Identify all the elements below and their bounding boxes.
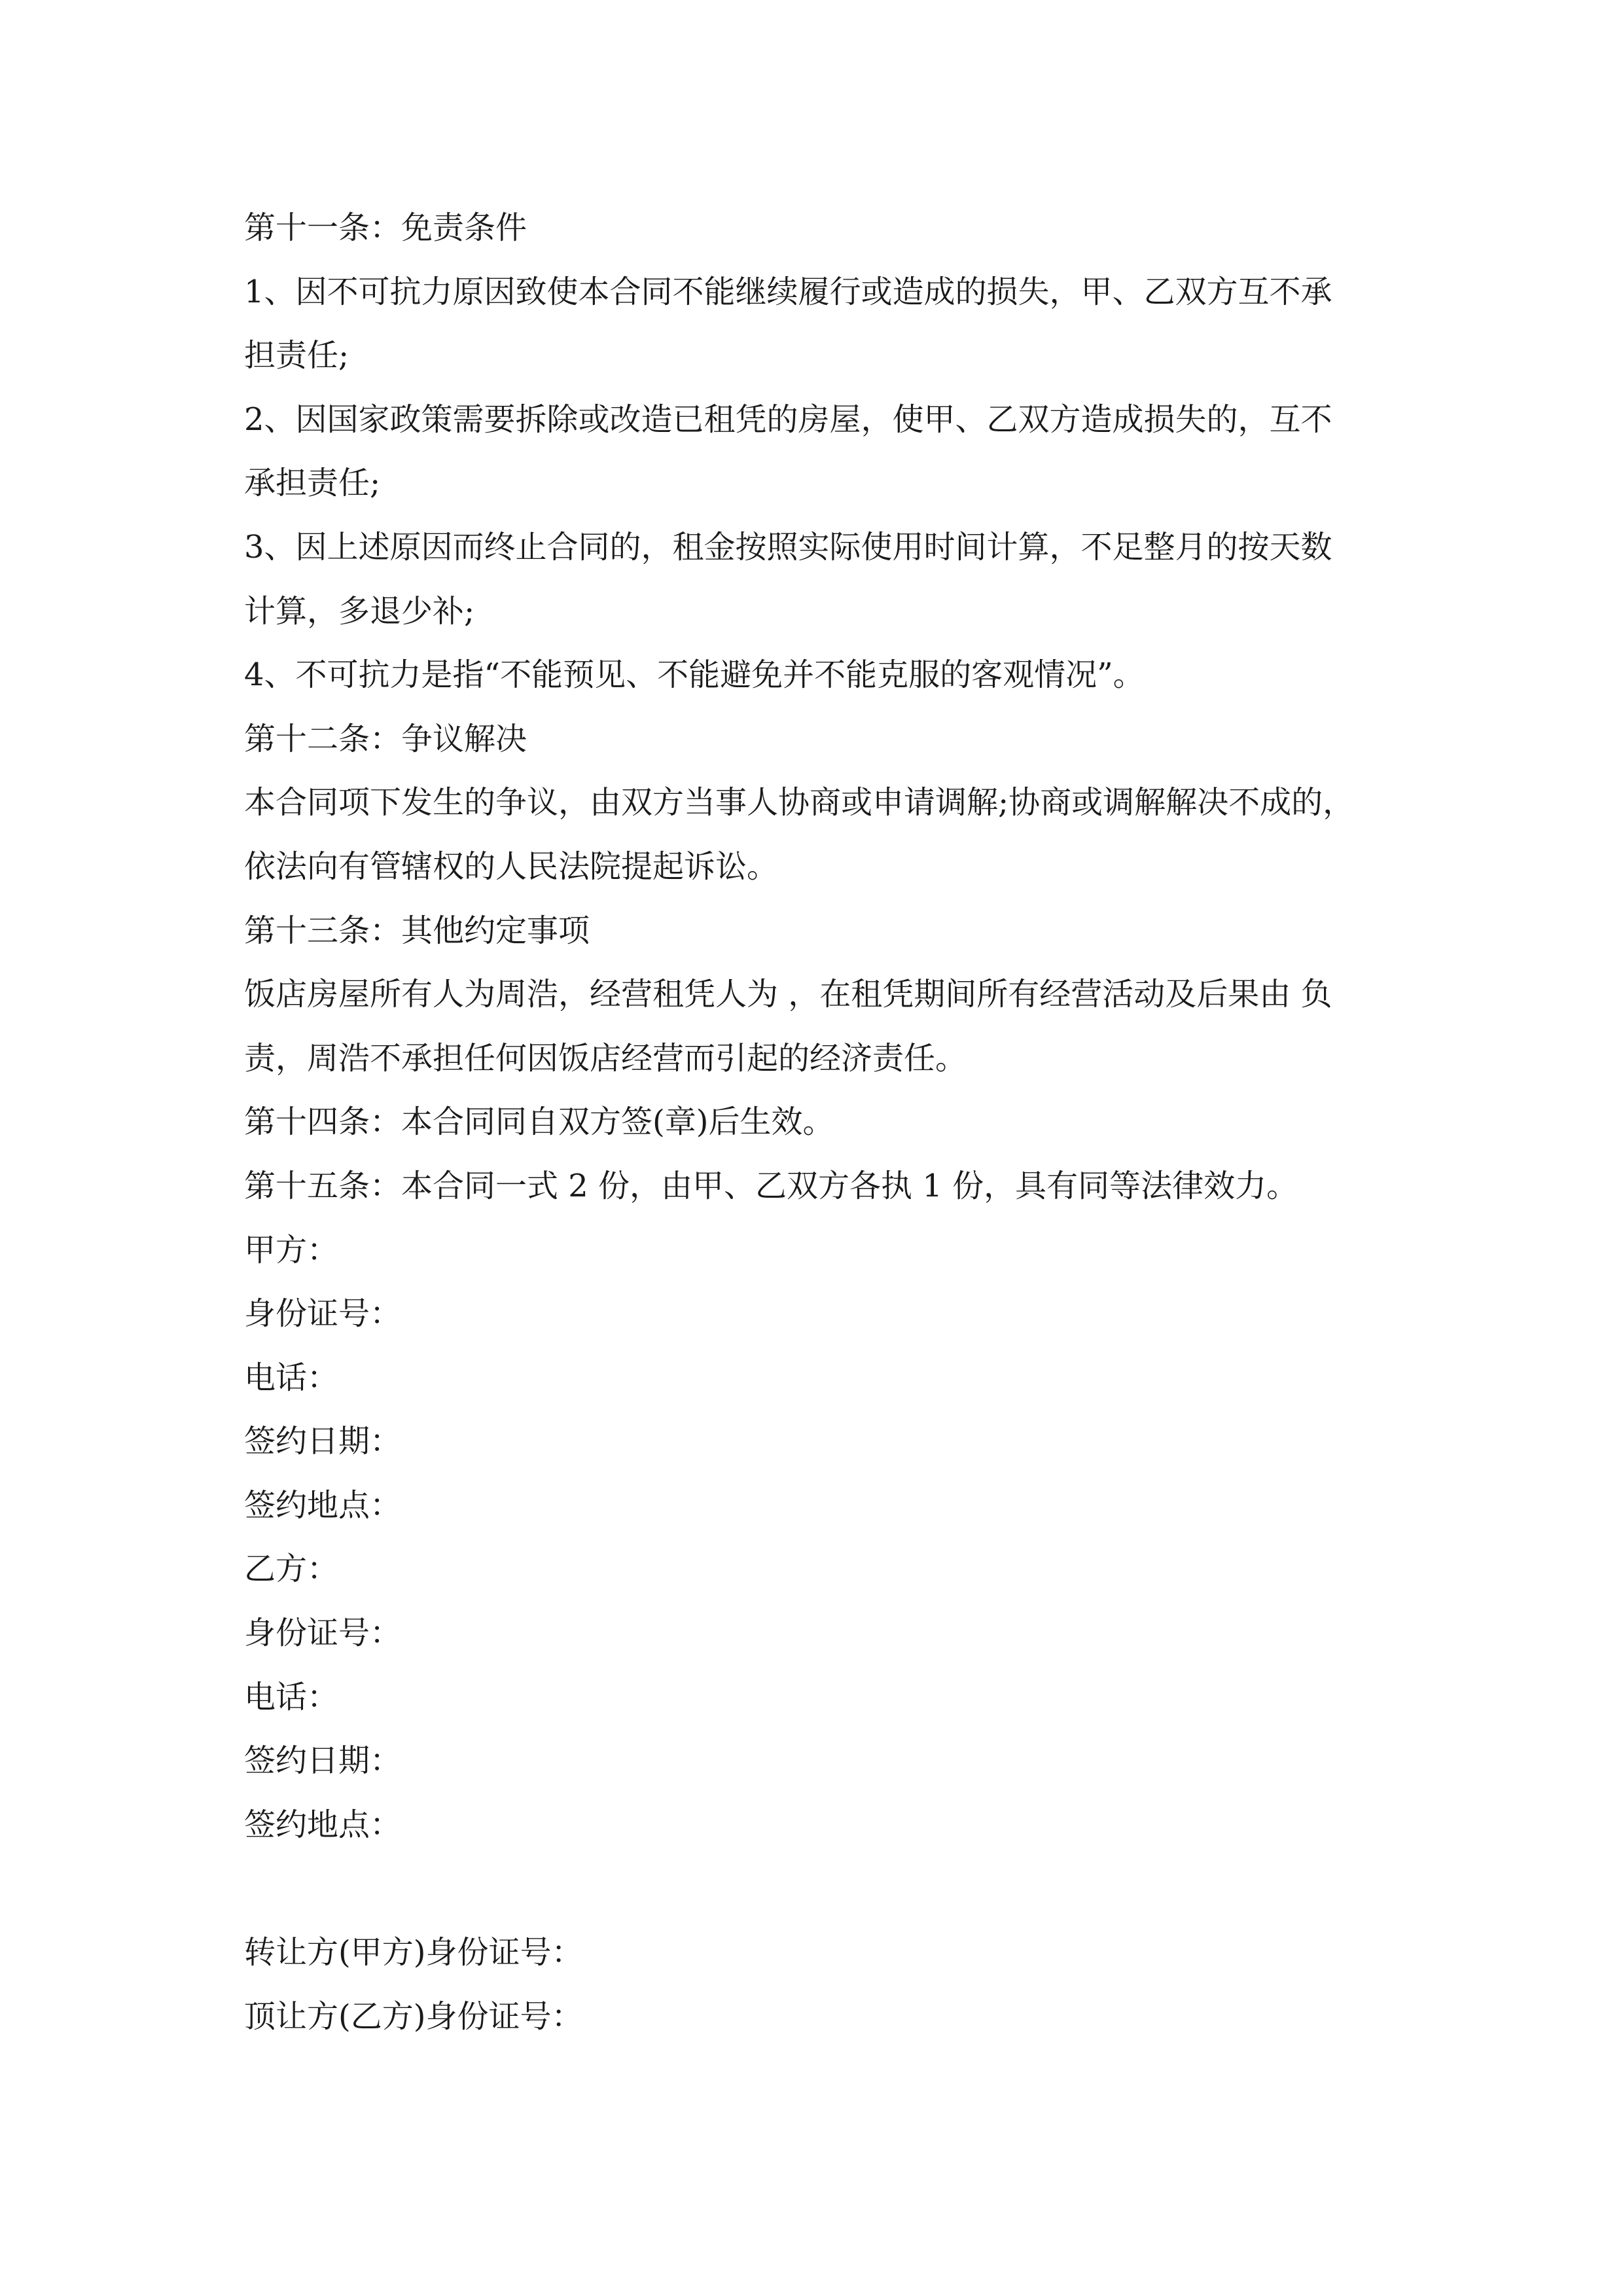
article-15: 第十五条：本合同一式 2 份，由甲、乙双方各执 1 份，具有同等法律效力。 [244, 1167, 1298, 1204]
article-13-body-line-2: 责，周浩不承担任何因饭店经营而引起的经济责任。 [244, 1039, 967, 1077]
party-b-date-field: 签约日期： [244, 1742, 402, 1780]
transferee-id-field: 顶让方(乙方)身份证号： [244, 1998, 583, 2035]
contract-text [244, 196, 1396, 2049]
article-11-item-2-line-2: 承担责任; [244, 465, 381, 502]
article-12-heading: 第十二条：争议解决 [244, 720, 527, 757]
article-11-item-1-line-1: 1、因不可抗力原因致使本合同不能继续履行或造成的损失，甲、乙双方互不承 [244, 273, 1332, 310]
article-13-heading: 第十三条：其他约定事项 [244, 912, 590, 949]
party-a-place-field: 签约地点： [244, 1486, 402, 1524]
party-a-phone-field: 电话： [244, 1359, 339, 1396]
article-14: 第十四条：本合同同自双方签(章)后生效。 [244, 1103, 834, 1141]
section-gap [244, 1857, 1396, 1921]
article-13-body-line-1: 饭店房屋所有人为周浩，经营租凭人为 ，在租凭期间所有经营活动及后果由 负 [244, 976, 1332, 1013]
party-b-id-field: 身份证号： [244, 1615, 402, 1652]
article-12-body-line-1: 本合同项下发生的争议，由双方当事人协商或申请调解;协商或调解解决不成的， [244, 784, 1355, 821]
article-11-heading: 第十一条：免责条件 [244, 209, 527, 246]
article-12-body-line-2: 依法向有管辖权的人民法院提起诉讼。 [244, 848, 779, 885]
party-b-place-field: 签约地点： [244, 1806, 402, 1843]
article-11-item-2-line-1: 2、因国家政策需要拆除或改造已租凭的房屋，使甲、乙双方造成损失的，互不 [244, 401, 1332, 438]
article-11-item-1-line-2: 担责任; [244, 337, 349, 374]
transferor-id-field: 转让方(甲方)身份证号： [244, 1934, 583, 1971]
party-a-date-field: 签约日期： [244, 1423, 402, 1460]
article-11-item-4: 4、不可抗力是指“不能预见、不能避免并不能克服的客观情况”。 [244, 656, 1145, 694]
party-a-label: 甲方： [244, 1231, 339, 1268]
party-b-phone-field: 电话： [244, 1678, 339, 1715]
article-11-item-3-line-1: 3、因上述原因而终止合同的，租金按照实际使用时间计算，不足整月的按天数 [244, 528, 1332, 565]
article-11-item-3-line-2: 计算，多退少补; [244, 592, 475, 630]
party-a-id-field: 身份证号： [244, 1295, 402, 1333]
party-b-label: 乙方： [244, 1551, 339, 1588]
